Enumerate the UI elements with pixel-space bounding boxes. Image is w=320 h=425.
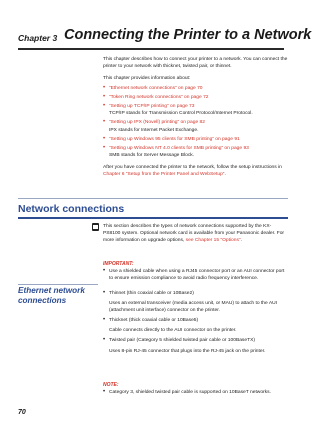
bullet-icon: • <box>103 94 106 100</box>
bullet-icon: • <box>103 119 106 125</box>
intro-lead: This chapter provides information about: <box>103 76 191 81</box>
topic-note: TCP/IP stands for Transmission Control Protocol/Internet Protocol. <box>109 111 253 116</box>
after-setup-text: After you have connected the printer to the network, follow the setup instructions in <box>103 165 282 170</box>
after-setup-paragraph <box>103 164 288 178</box>
section-title: Network connections <box>18 203 125 215</box>
ethernet-item-note: Uses an external transceiver (media access unit, or MAU) to attach to the AUI (attachment unit interface) connector on the printer. <box>109 301 277 313</box>
note-text: Category 3, shielded twisted pair cable is supported on 10BaseT networks. <box>109 390 271 395</box>
topic-link-token-ring[interactable]: “Token Ring network connections” on page 72 <box>109 95 209 100</box>
bullet-icon: • <box>103 337 106 343</box>
ethernet-item-text: Twisted pair (Category 5 shielded twisted pair cable or 100BaseTX) <box>109 338 255 343</box>
section-body-text: This section describes the types of network connections supported by the KX-PS8100 system. Optional network card is available from your Panasonic dealer. For more information on upgrade options, <box>103 224 285 243</box>
important-text: Use a shielded cable when using a RJ45 connector port or an AUI connector port to ensure emission compliance to avoid radio frequency interference. <box>109 269 285 281</box>
topic-note: IPX stands for Internet Packet Exchange. <box>109 128 199 133</box>
topic-link-win95-smb[interactable]: “Setting up Windows 95 clients for SMB printing” on page 91 <box>109 137 240 142</box>
options-chapter-link[interactable]: see Chapter 15 “Options” <box>185 238 241 243</box>
chapter-title: Connecting the Printer to a Network <box>64 27 312 43</box>
subsection-title-line2: connections <box>18 296 67 305</box>
topic-link-ipx[interactable]: “Setting up IPX (Novell) printing” on page 82 <box>109 120 205 125</box>
section-rule-top <box>18 198 288 199</box>
subsection-rule <box>18 284 98 285</box>
topic-note: SMB stands for Server Message Block. <box>109 153 195 158</box>
important-label: IMPORTANT: <box>103 261 134 267</box>
bullet-icon: • <box>103 290 106 296</box>
ethernet-item-text: Thinnet (thin coaxial cable or 10Base2) <box>109 291 194 296</box>
topic-link-winnt-smb[interactable]: “Setting up Windows NT 4.0 clients for SMB printing” on page 93 <box>109 146 249 151</box>
bullet-icon: • <box>103 145 106 151</box>
bullet-icon: • <box>103 389 106 395</box>
chapter-label: Chapter 3 <box>18 33 58 43</box>
chapter6-link[interactable]: Chapter 6 “Setup from the Printer Panel and WebSetup” <box>103 172 225 177</box>
topic-link-ethernet[interactable]: “Ethernet network connections” on page 70 <box>109 86 203 91</box>
bullet-icon: • <box>103 268 106 274</box>
subsection-title <box>18 286 100 306</box>
chapter-rule <box>18 48 284 50</box>
topic-link-tcpip[interactable]: “Setting up TCP/IP printing” on page 73 <box>109 104 195 109</box>
ethernet-item-text: Thicknet (thick coaxial cable or 10Base5) <box>109 318 199 323</box>
ethernet-item-note: Cable connects directly to the AUI connector on the printer. <box>109 328 237 333</box>
section-body-suffix: . <box>240 238 242 243</box>
bullet-icon: • <box>103 85 106 91</box>
subsection-title-line1: Ethernet network <box>18 286 85 295</box>
section-paragraph <box>103 223 288 244</box>
ethernet-item-note: Uses 8-pin RJ-45 connector that plugs into the RJ-45 jack on the printer. <box>109 349 266 354</box>
card-icon <box>92 223 99 231</box>
bullet-icon: • <box>103 317 106 323</box>
page-number: 70 <box>18 409 26 416</box>
section-rule-bottom <box>18 217 288 219</box>
intro-paragraph: This chapter describes how to connect your printer to a network. You can connect the printer to your network with thicknet, twisted pair, or thinnet. <box>103 57 288 69</box>
after-setup-suffix: . <box>224 172 226 177</box>
note-label: NOTE: <box>103 382 119 388</box>
bullet-icon: • <box>103 136 106 142</box>
chapter-header <box>18 27 312 49</box>
bullet-icon: • <box>103 103 106 109</box>
